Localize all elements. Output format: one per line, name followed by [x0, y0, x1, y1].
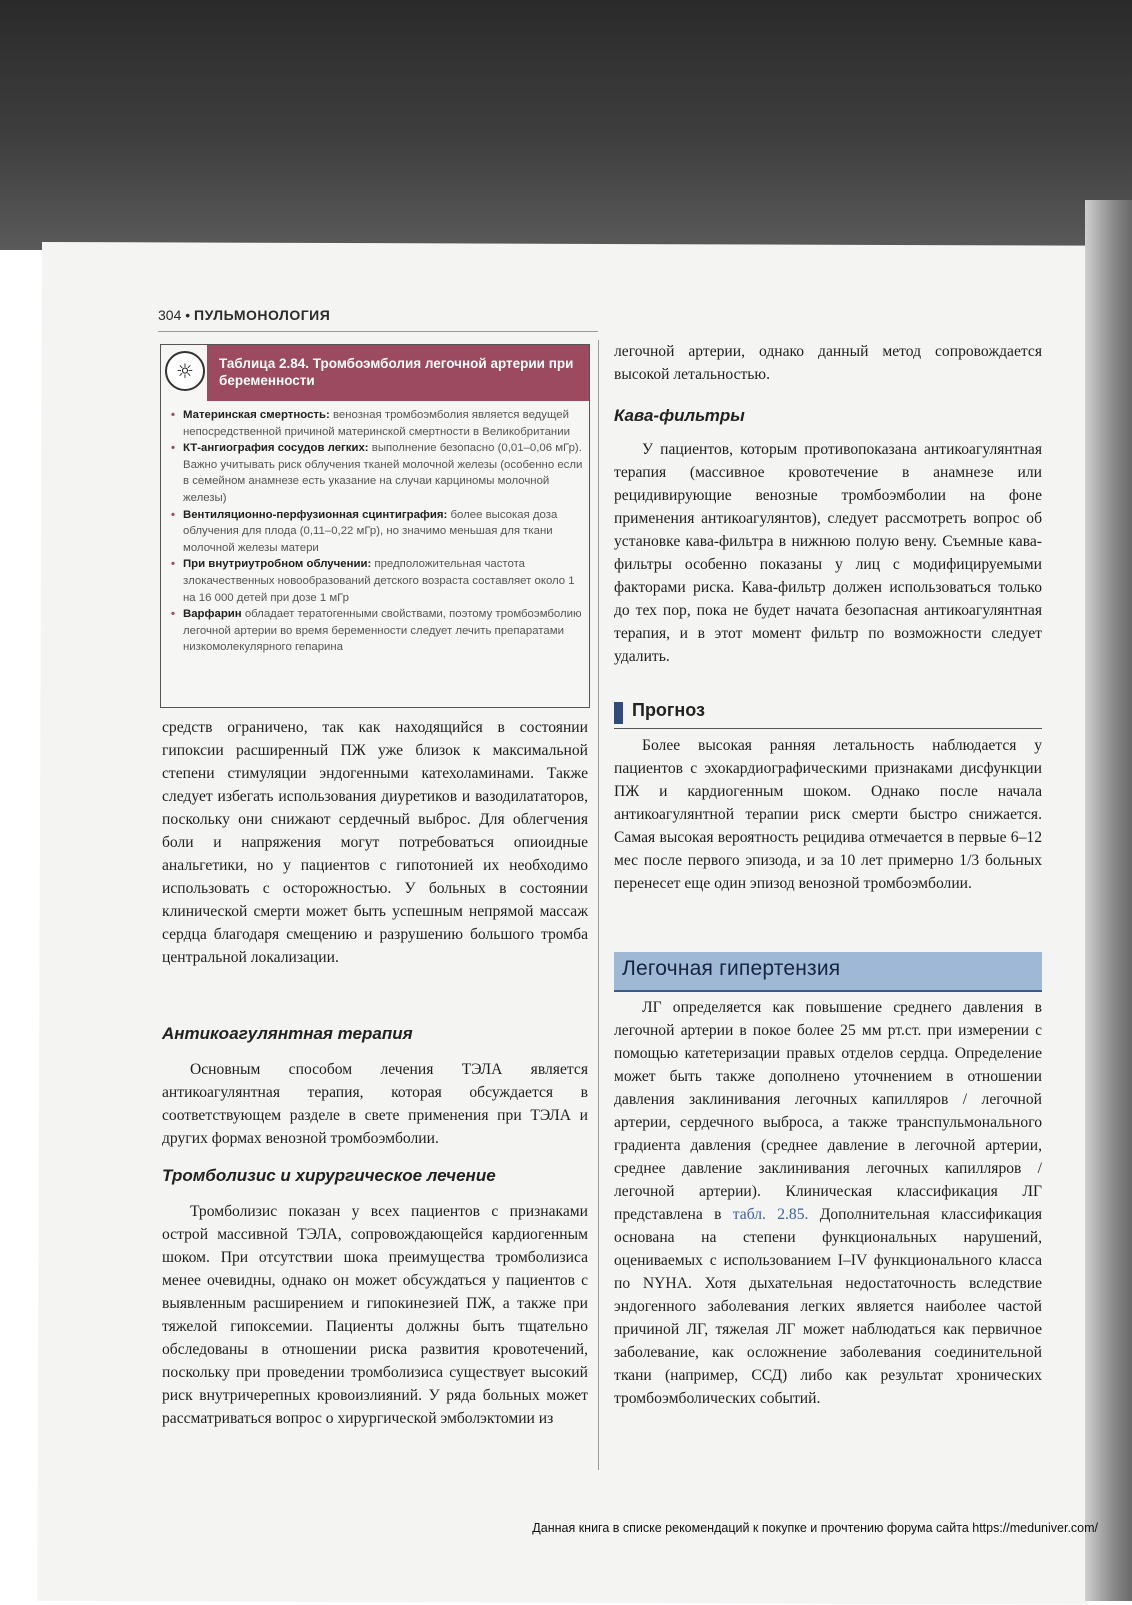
table-item: • При внутриутробном облучении: предположительная частота злокачественных новообразований детского возраста составляет около 1 на 16 000 детей при дозе 1 мГр: [171, 556, 583, 606]
table-item: • Материнская смертность: венозная тромбоэмболия является ведущей непосредственной причиной материнской смертности в Великобритании: [171, 407, 583, 440]
thrombolysis-paragraph: [162, 1200, 588, 1430]
paragraph: легочной артерии, однако данный метод сопровождается высокой летальностью.: [614, 343, 1042, 383]
ph-paragraph: [614, 996, 1042, 1410]
page-spine-edge: [1085, 200, 1132, 1601]
section-prognosis: [614, 698, 1042, 729]
table-body: [171, 407, 583, 656]
table-header: [161, 345, 589, 401]
table-box: [160, 344, 590, 708]
right-continuation: [614, 340, 1042, 386]
header-separator: •: [185, 307, 191, 323]
table-item: • Вентиляционно-перфузионная сцинтиграфия: более высокая доза облучения для плода (0,11–0,22 мГр), но значимо меньшая для ткани молочной железы матери: [171, 507, 583, 557]
footer-note: Данная книга в списке рекомендаций к покупке и прочтению форума сайта https://meduniver.com/: [532, 1521, 1098, 1535]
paragraph: У пациентов, которым противопоказана антикоагулянтная терапия (массивное кровотечение в анамнезе или рецидивирующие венозные тромбоэмболии на фоне применения антикоагулянтов), следует рассмотреть вопрос об установке кава-фильтра в нижнюю полую вену. Съемные кава-фильтры особенно показаны у лиц с модифицируемыми факторами риска. Кава-фильтр должен использоваться только до тех пор, пока не будет начата безопасная антикоагулянтная терапия, и в этот момент фильтр по возможности следует удалить.: [614, 441, 1042, 665]
column-divider: [598, 340, 599, 1470]
subhead-cava-filters: Кава-фильтры: [614, 406, 745, 425]
table-reference-link[interactable]: табл. 2.85.: [732, 1206, 809, 1223]
cava-paragraph: [614, 438, 1042, 668]
paragraph: Тромболизис показан у всех пациентов с признаками острой массивной ТЭЛА, сопровождающейся кардиогенным шоком. При отсутствии шока преимущества тромболизиса менее очевидны, однако он может обсуждаться у пациентов с выявленным расширением и гипокинезией ПЖ, а также при тяжелой гипоксемии. Пациенты должны быть тщательно обследованы в отношении риска развития кровотечений, поскольку при проведении тромболизиса существует высокий риск внутричерепных кровоизлияний. У ряда больных может рассматриваться вопрос о хирургической эмболэктомии из: [162, 1203, 588, 1427]
header-rule: [158, 331, 598, 332]
section-pulmonary-hypertension: [614, 952, 1042, 992]
anticoagulant-paragraph: [162, 1058, 588, 1150]
paragraph: средств ограничено, так как находящийся в состоянии гипоксии расширенный ПЖ уже близок к максимальной степени стимуляции эндогенными катехоламинами. Также следует избегать использования диуретиков и вазодилататоров, поскольку они снижают сердечный выброс. Для облегчения боли и напряжения могут потребоваться опиоидные анальгетики, но у пациентов с гипотонией их необходимо использовать с осторожностью. У больных в состоянии клинической смерти может быть успешным непрямой массаж сердца благодаря смещению и разрушению большого тромба центральной локализации.: [162, 719, 588, 966]
prognosis-paragraph: [614, 734, 1042, 895]
table-title: Таблица 2.84. Тромбоэмболия легочной артерии при беременности: [207, 345, 589, 401]
subhead-anticoagulant: Антикоагулянтная терапия: [162, 1024, 413, 1043]
subhead-thrombolysis: Тромболизис и хирургическое лечение: [162, 1166, 496, 1185]
table-item: • КТ-ангиография сосудов легких: выполнение безопасно (0,01–0,06 мГр). Важно учитывать риск облучения тканей молочной железы (особенно если в семейном анамнезе есть указание на случаи карциномы молочной железы): [171, 440, 583, 506]
paragraph: ЛГ определяется как повышение среднего давления в легочной артерии в покое более 25 мм рт.ст. при измерении с помощью катетеризации правых отделов сердца. Определение может быть также дополнено уточнением в отношении давления заклинивания легочных капилляров / легочной артерии, сердечного выброса, а также транспульмонального градиента давления (среднее давление в легочной артерии, среднее давление заклинивания легочных капилляров / легочной артерии). Клиническая классификация ЛГ представлена в табл. 2.85. Дополнительная классификация основана на степени функциональных нарушений, оцениваемых с использованием I–IV функционального класса по NYHA. Хотя дыхательная недостаточность вследствие эндогенного заболевания легких является наиболее частой причиной ЛГ, тяжелая ЛГ может наблюдаться как первичное заболевание, как осложнение заболевания соединительной ткани (например, ССД) либо как результат хронических тромбоэмболических событий.: [614, 999, 1042, 1407]
running-header: [158, 307, 718, 331]
pregnancy-icon: ☼: [165, 351, 205, 391]
section-name: ПУЛЬМОНОЛОГИЯ: [194, 307, 331, 323]
section-marker: [614, 702, 623, 724]
left-continuation: [162, 716, 588, 969]
paragraph: Более высокая ранняя летальность наблюдается у пациентов с эхокардиографическими признаками дисфункции ПЖ и кардиогенным шоком. Однако после начала антикоагулянтной терапии риск смерти быстро снижается. Самая высокая вероятность рецидива отмечается в первые 6–12 мес после первого эпизода, и за 10 лет примерно 1/3 больных перенесет еще один эпизод венозной тромбоэмболии.: [614, 737, 1042, 892]
scan-background: [0, 0, 1132, 250]
major-section-title: Легочная гипертензия: [622, 957, 841, 980]
page-number: 304: [158, 307, 182, 323]
section-title: Прогноз: [632, 700, 706, 720]
paragraph: Основным способом лечения ТЭЛА является антикоагулянтная терапия, которая обсуждается в соответствующем разделе в свете применения при ТЭЛА и других формах венозной тромбоэмболии.: [162, 1061, 588, 1147]
table-item: • Варфарин обладает тератогенными свойствами, поэтому тромбоэмболию легочной артерии во время беременности следует лечить препаратами низкомолекулярного гепарина: [171, 606, 583, 656]
